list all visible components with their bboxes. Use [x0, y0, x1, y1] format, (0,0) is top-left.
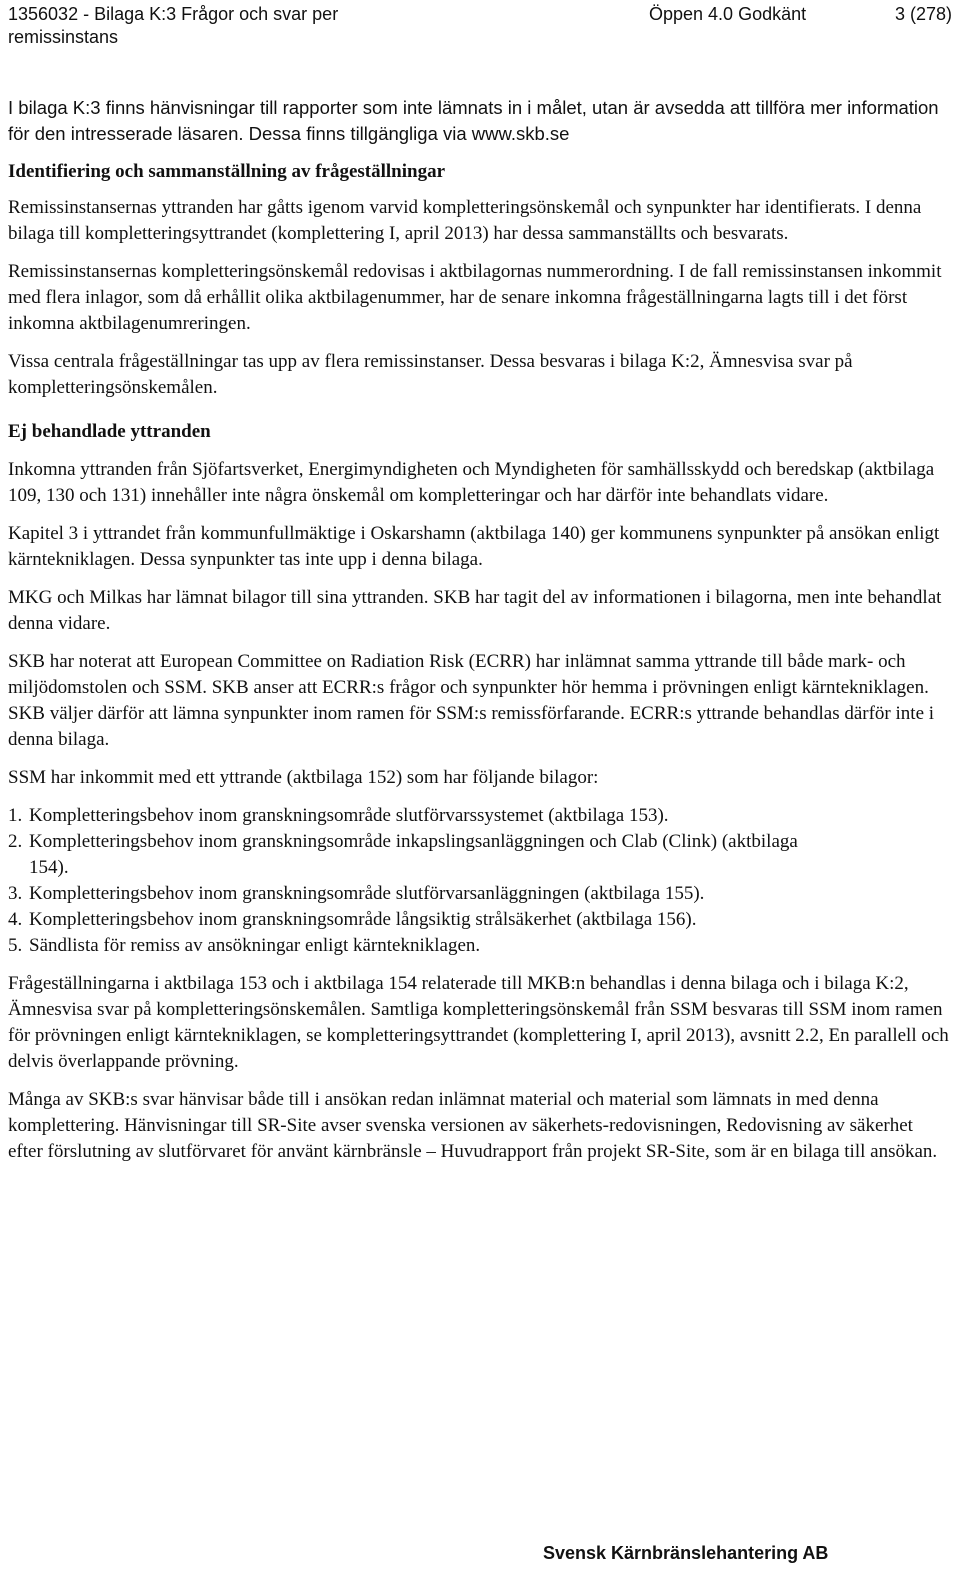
footer-company: Svensk Kärnbränslehantering AB — [543, 1543, 829, 1563]
list-item — [8, 933, 952, 959]
bilagor-list — [8, 803, 952, 959]
paragraph: Kapitel 3 i yttrandet från kommunfullmäktige i Oskarshamn (aktbilaga 140) ger kommunens synpunkter på ansökan enligt kärntekniklagen. Dessa synpunkter tas inte upp i denna bilaga. — [8, 523, 940, 570]
list-number: 2. — [8, 831, 23, 852]
paragraph: SKB har noterat att European Committee on Radiation Risk (ECRR) har inlämnat samma yttrande till både mark- och miljödomstolen och SSM. SKB anser att ECRR:s frågor och synpunkter hör hemma i prövningen enligt kärntekniklagen. SKB väljer därför att lämna synpunkter inom ramen för SSM:s remissförfarande. ECRR:s yttrande behandlas därför inte i denna bilaga. — [8, 651, 935, 750]
list-item — [8, 829, 952, 881]
list-number: 3. — [8, 883, 23, 904]
list-number: 4. — [8, 909, 23, 930]
page-header — [8, 3, 952, 49]
paragraph: Vissa centrala frågeställningar tas upp av flera remissinstanser. Dessa besvaras i bilaga K:2, Ämnesvisa svar på kompletteringsönskemålen. — [8, 351, 853, 398]
paragraph: Många av SKB:s svar hänvisar både till i ansökan redan inlämnat material och material som lämnats in med denna komplettering. Hänvisningar till SR-Site avser svenska versionen av säkerhets-redovisningen, Redovisning av säkerhet efter förslutning av slutförvaret för använt kärnbränsle – Huvudrapport från projekt SR-Site, som är en bilaga till ansökan. — [8, 1089, 938, 1162]
section-heading-ej-behandlade: Ej behandlade yttranden — [8, 421, 211, 442]
intro-paragraph: I bilaga K:3 finns hänvisningar till rapporter som inte lämnats in i målet, utan är avsedda att tillföra mer information för den intresserade läsaren. Dessa finns tillgängliga via www.skb.se — [8, 97, 939, 144]
list-item — [8, 803, 952, 829]
list-text: Kompletteringsbehov inom granskningsområde långsiktig strålsäkerhet (aktbilaga 156). — [29, 909, 697, 930]
list-text: Kompletteringsbehov inom granskningsområde inkapslingsanläggningen och Clab (Clink) (aktbilaga 154). — [29, 831, 798, 878]
paragraph: Remissinstansernas kompletteringsönskemål redovisas i aktbilagornas nummerordning. I de fall remissinstansen inkommit med flera inlagor, som då erhållit olika aktbilagenummer, har de senare inkomna frågeställningarna lagts till i det först inkomna aktbilagenumreringen. — [8, 261, 942, 334]
list-text: Sändlista för remiss av ansökningar enligt kärntekniklagen. — [29, 935, 481, 956]
paragraph: MKG och Milkas har lämnat bilagor till sina yttranden. SKB har tagit del av informationen i bilagorna, men inte behandlat denna vidare. — [8, 587, 942, 634]
document-body — [8, 95, 952, 1177]
paragraph: SSM har inkommit med ett yttrande (aktbilaga 152) som har följande bilagor: — [8, 767, 599, 788]
list-text: Kompletteringsbehov inom granskningsområde slutförvarssystemet (aktbilaga 153). — [29, 805, 669, 826]
list-number: 5. — [8, 935, 23, 956]
list-number: 1. — [8, 805, 23, 826]
list-item — [8, 907, 952, 933]
paragraph: Inkomna yttranden från Sjöfartsverket, Energimyndigheten och Myndigheten för samhällsskydd och beredskap (aktbilaga 109, 130 och 131) innehåller inte några önskemål om kompletteringar och har därför inte behandlats vidare. — [8, 459, 935, 506]
section-heading-identifiering: Identifiering och sammanställning av frågeställningar — [8, 161, 446, 182]
paragraph: Frågeställningarna i aktbilaga 153 och i aktbilaga 154 relaterade till MKB:n behandlas i denna bilaga och i bilaga K:2, Ämnesvisa svar på kompletteringsönskemålen. Samtliga kompletteringsönskemål från SSM besvaras till SSM inom ramen för prövningen enligt kärntekniklagen, se kompletteringsyttrandet (komplettering I, april 2013), avsnitt 2.2, En parallell och delvis överlappande prövning. — [8, 973, 949, 1072]
list-text: Kompletteringsbehov inom granskningsområde slutförvarsanläggningen (aktbilaga 155). — [29, 883, 705, 904]
paragraph: Remissinstansernas yttranden har gåtts igenom varvid kompletteringsönskemål och synpunkter har identifierats. I denna bilaga till kompletteringsyttrandet (komplettering I, april 2013) har dessa sammanställts och besvarats. — [8, 197, 922, 244]
document-status: Öppen 4.0 Godkänt — [649, 4, 807, 24]
document-title: 1356032 - Bilaga K:3 Frågor och svar per remissinstans — [8, 4, 339, 47]
list-item — [8, 881, 952, 907]
page-number: 3 (278) — [894, 4, 952, 24]
